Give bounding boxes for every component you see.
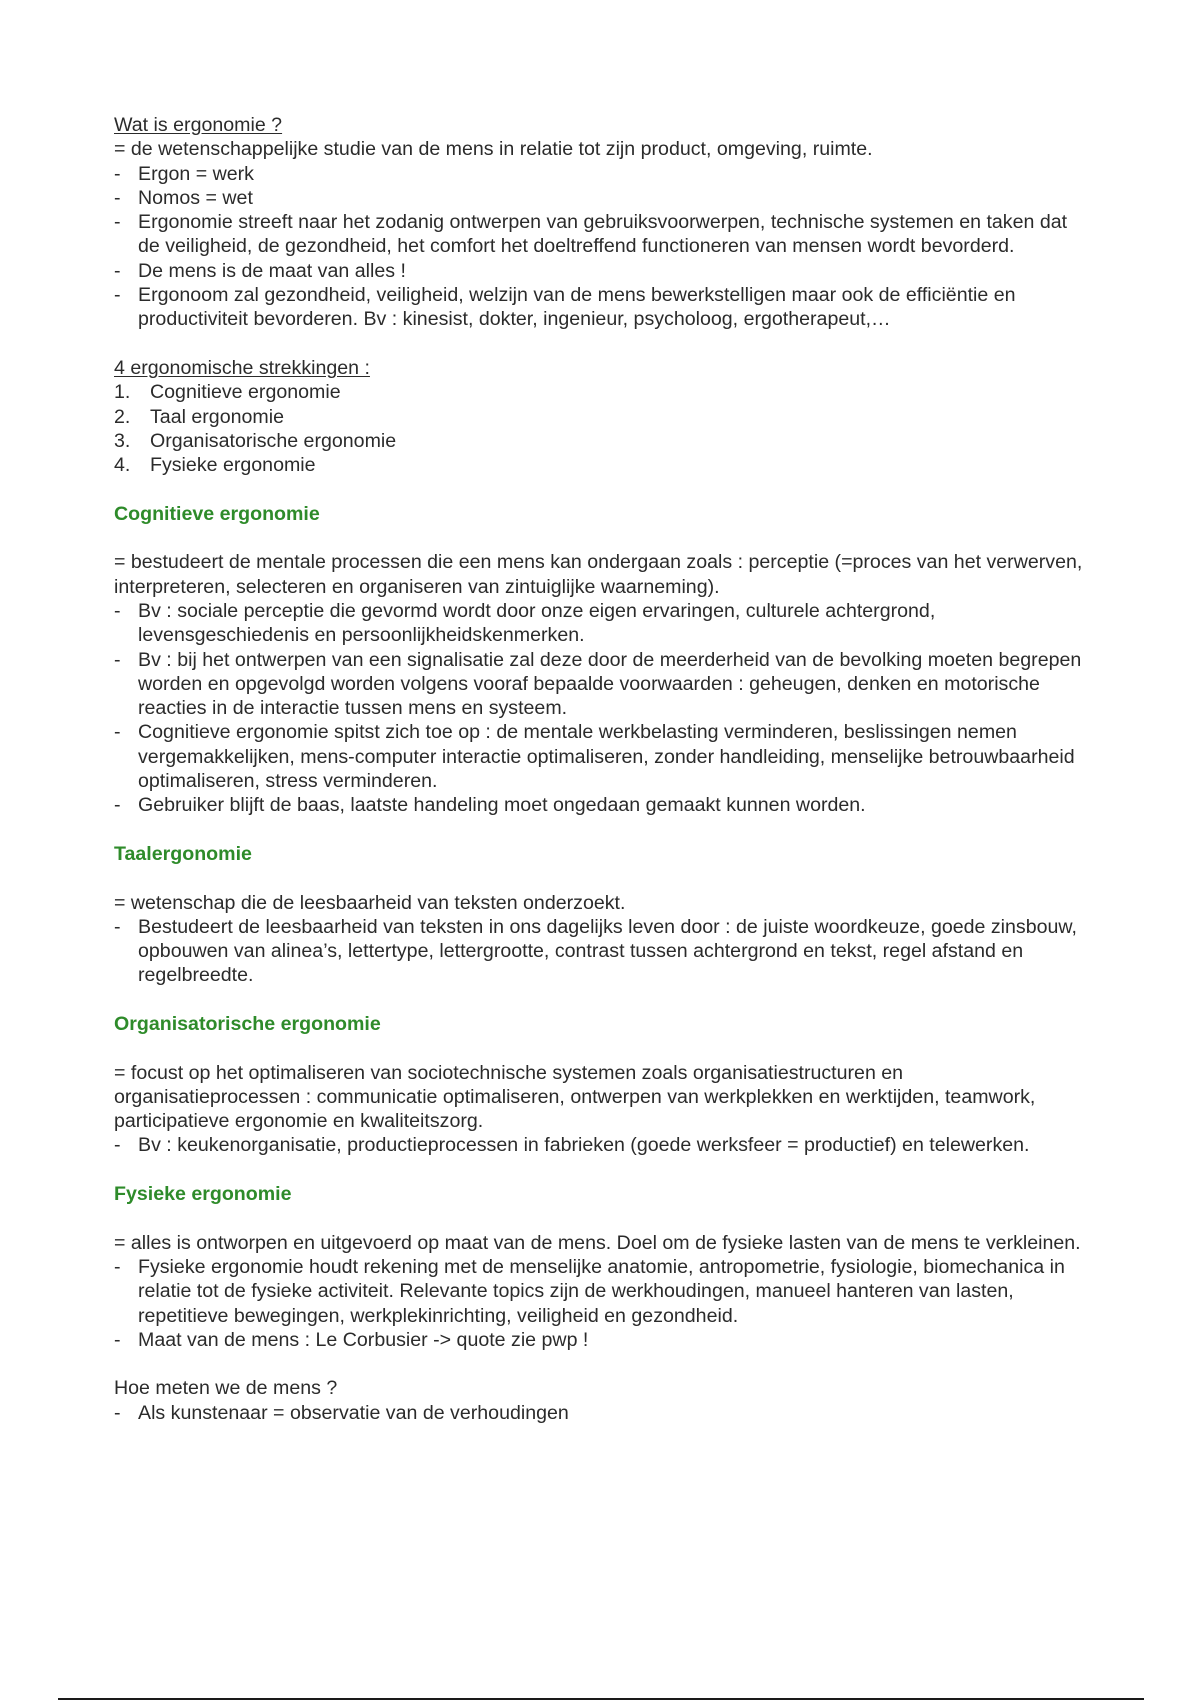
list-item-text: Taal ergonomie	[150, 405, 284, 428]
dash-bullet: -	[114, 1255, 121, 1278]
cognitief-bullet-list	[114, 599, 1084, 818]
dash-bullet: -	[114, 1328, 121, 1351]
section-heading-taal: Taalergonomie	[114, 842, 252, 865]
dash-bullet: -	[114, 284, 121, 307]
intro-bullet-list	[114, 162, 1084, 332]
dash-bullet: -	[114, 599, 121, 622]
dash-bullet: -	[114, 186, 121, 209]
list-number: 2.	[114, 405, 131, 428]
list-item-text: Bv : sociale perceptie die gevormd wordt door onze eigen ervaringen, culturele achtergrond, levensgeschiedenis en persoonlijkheidskenmerken.	[138, 599, 936, 647]
spacer	[114, 1158, 1084, 1182]
spacer	[114, 332, 1084, 356]
strekkingen-numbered-list	[114, 380, 1084, 477]
list-item	[114, 793, 1084, 817]
list-item	[114, 210, 1084, 259]
list-item-text: De mens is de maat van alles !	[138, 259, 406, 282]
list-item	[114, 1328, 1084, 1352]
dash-bullet: -	[114, 794, 121, 817]
strekkingen-heading: 4 ergonomische strekkingen :	[114, 356, 370, 379]
meten-heading: Hoe meten we de mens ?	[114, 1377, 338, 1400]
organisatorisch-bullet-list	[114, 1133, 1084, 1157]
dash-bullet: -	[114, 259, 121, 282]
list-item-text: Fysieke ergonomie	[150, 454, 316, 477]
list-item-text: Bv : keukenorganisatie, productieprocessen in fabrieken (goede werksfeer = productief) en telewerken.	[138, 1134, 1030, 1157]
list-item-text: Cognitieve ergonomie	[150, 381, 341, 404]
list-item-text: Maat van de mens : Le Corbusier -> quote zie pwp !	[138, 1328, 589, 1351]
section-heading-fysiek: Fysieke ergonomie	[114, 1183, 292, 1206]
list-item-text: Ergonoom zal gezondheid, veiligheid, welzijn van de mens bewerkstelligen maar ook de efficiëntie en productiviteit bevorderen. Bv : kinesist, dokter, ingenieur, psycholoog, ergotherapeut,…	[138, 284, 1016, 331]
spacer	[114, 1352, 1084, 1376]
list-item-text: Ergon = werk	[138, 162, 254, 185]
section-heading-cognitief: Cognitieve ergonomie	[114, 502, 320, 525]
organisatorisch-definition: = focust op het optimaliseren van sociotechnische systemen zoals organisatiestructuren en organisatieprocessen : communicatie optimaliseren, ontwerpen van werkplekken en werktijden, teamwork, participatieve ergonomie en kwaliteitszorg.	[114, 1061, 1036, 1133]
list-item	[114, 1401, 1084, 1425]
document-page	[114, 113, 1084, 1425]
list-item	[114, 915, 1084, 988]
dash-bullet: -	[114, 1134, 121, 1157]
taal-bullet-list	[114, 915, 1084, 988]
list-item	[114, 259, 1084, 283]
fysiek-definition: = alles is ontworpen en uitgevoerd op maat van de mens. Doel om de fysieke lasten van de mens te verkleinen.	[114, 1231, 1081, 1254]
list-item-text: Cognitieve ergonomie spitst zich toe op : de mentale werkbelasting verminderen, beslissingen nemen vergemakkelijken, mens-computer interactie optimaliseren, zonder handleiding, menselijke betrouwbaarheid optimaliseren, stress verminderen.	[138, 721, 1075, 793]
list-item-text: Gebruiker blijft de baas, laatste handeling moet ongedaan gemaakt kunnen worden.	[138, 794, 866, 817]
list-item	[114, 453, 1084, 477]
list-item-text: Nomos = wet	[138, 186, 253, 209]
dash-bullet: -	[114, 648, 121, 671]
dash-bullet: -	[114, 211, 121, 234]
dash-bullet: -	[114, 162, 121, 185]
list-number: 1.	[114, 381, 131, 404]
list-item-text: Ergonomie streeft naar het zodanig ontwerpen van gebruiksvoorwerpen, technische systemen en taken dat de veiligheid, de gezondheid, het comfort het doeltreffend functioneren van mensen wordt bevorderd.	[138, 211, 1068, 258]
dash-bullet: -	[114, 915, 121, 938]
spacer	[114, 477, 1084, 501]
list-item-text: Als kunstenaar = observatie van de verhoudingen	[138, 1401, 569, 1424]
spacer	[114, 1206, 1084, 1230]
spacer	[114, 1036, 1084, 1060]
dash-bullet: -	[114, 1401, 121, 1424]
spacer	[114, 988, 1084, 1012]
list-item	[114, 162, 1084, 186]
list-item-text: Bv : bij het ontwerpen van een signalisatie zal deze door de meerderheid van de bevolking moeten begrepen worden en opgevolgd worden volgens vooraf bepaalde voorwaarden : geheugen, denken en motorische reacties in de interactie tussen mens en systeem.	[138, 648, 1082, 720]
spacer	[114, 818, 1084, 842]
taal-definition: = wetenschap die de leesbaarheid van teksten onderzoekt.	[114, 891, 626, 914]
fysiek-bullet-list	[114, 1255, 1084, 1352]
list-item	[114, 1255, 1084, 1328]
list-item	[114, 720, 1084, 793]
list-item	[114, 1133, 1084, 1157]
meten-bullet-list	[114, 1401, 1084, 1425]
list-item	[114, 599, 1084, 648]
intro-heading: Wat is ergonomie ?	[114, 114, 283, 136]
spacer	[114, 526, 1084, 550]
list-item	[114, 380, 1084, 404]
list-item	[114, 283, 1084, 332]
spacer	[114, 866, 1084, 890]
list-item	[114, 648, 1084, 721]
cognitief-definition: = bestudeert de mentale processen die een mens kan ondergaan zoals : perceptie (=proces van het verwerven, interpreteren, selecteren en organiseren van zintuiglijke waarneming).	[114, 551, 1083, 598]
list-item-text: Fysieke ergonomie houdt rekening met de menselijke anatomie, antropometrie, fysiologie, biomechanica in relatie tot de fysieke activiteit. Relevante topics zijn de werkhoudingen, manueel hanteren van lasten, repetitieve bewegingen, werkplekinrichting, veiligheid en gezondheid.	[138, 1255, 1065, 1327]
list-item	[114, 186, 1084, 210]
section-heading-organisatorisch: Organisatorische ergonomie	[114, 1012, 381, 1035]
list-item	[114, 405, 1084, 429]
intro-definition: = de wetenschappelijke studie van de mens in relatie tot zijn product, omgeving, ruimte.	[114, 138, 873, 161]
list-item-text: Bestudeert de leesbaarheid van teksten in ons dagelijks leven door : de juiste woordkeuze, goede zinsbouw, opbouwen van alinea’s, lettertype, lettergrootte, contrast tussen achtergrond en tekst, regel afstand en regelbreedte.	[138, 915, 1077, 987]
list-number: 3.	[114, 429, 131, 452]
dash-bullet: -	[114, 721, 121, 744]
list-item	[114, 429, 1084, 453]
list-item-text: Organisatorische ergonomie	[150, 429, 397, 452]
list-number: 4.	[114, 454, 131, 477]
